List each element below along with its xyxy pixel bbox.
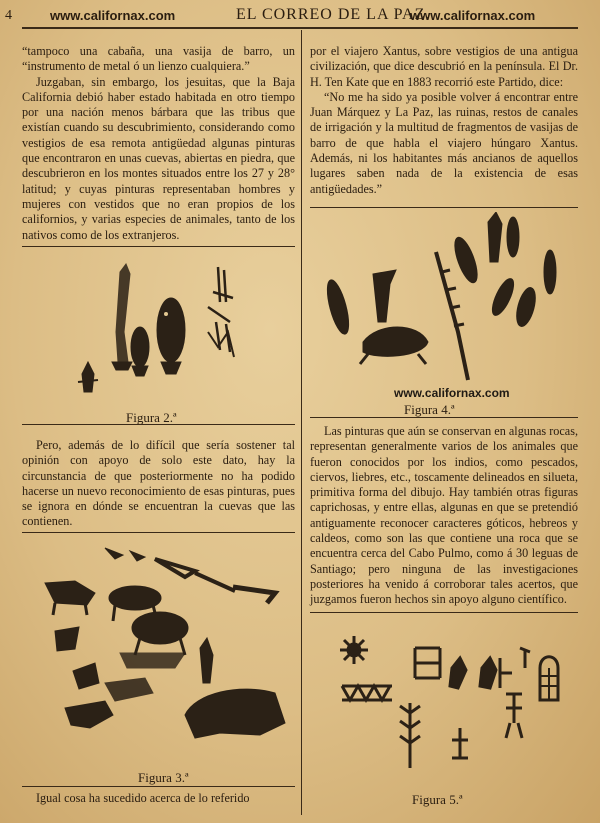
section-rule — [22, 786, 295, 787]
left-paragraph-1: “tampoco una cabaña, una vasija de barro, un “instrumento de metal ó un lienzo cualquiera.” — [22, 44, 295, 74]
right-paragraph-1: por el viajero Xantus, sobre vestigios de una antigua civilización, que dice descubrió en la península. El Dr. H. Ten Kate que en 1883 recorrió este Partido, dice: — [310, 44, 578, 89]
figure-4-watermark[interactable]: www.californax.com — [394, 386, 510, 400]
left-paragraph-2: Juzgaban, sin embargo, los jesuitas, que la Baja California debió haber estado habitada en otro tiempo por una nación menos bárbara que las tribus que existían cuando su descubrimiento, considerando como vestigios de esa remota antigüedad algunas pinturas que encontraron en unas cuevas, abiertas en piedra, que descubrieron en los montes situados entre los 27 y 28° latitud; y cuyas pinturas representaban hombres y mujeres con vestidos que no eran propios de los californios, y varias especies de animales, tanto de los nativos como de los extranjeros. — [22, 74, 295, 242]
page-number: 4 — [5, 8, 12, 23]
left-column-bottom-text — [22, 791, 295, 806]
figure-2-caption: Figura 2.ª — [126, 410, 177, 425]
figure-5-illustration — [330, 628, 570, 783]
section-rule — [22, 532, 295, 533]
section-rule — [22, 246, 295, 247]
left-paragraph-4: Igual cosa ha sucedido acerca de lo referido — [36, 791, 250, 805]
figure-4-caption: Figura 4.ª — [404, 402, 455, 417]
figure-4-illustration — [318, 212, 573, 382]
header-url-left[interactable]: www.californax.com — [50, 8, 176, 23]
page-header — [0, 4, 600, 28]
figure-2-illustration — [68, 262, 258, 400]
figure-5-caption: Figura 5.ª — [412, 792, 463, 807]
header-rule — [22, 27, 578, 29]
left-paragraph-3: Pero, además de lo difícil que sería sostener tal opinión con apoyo de solo este dato, hay la circunstancia de que posteriormente no ha podido hacerse un nuevo reconocimiento de esas pinturas, pues se ignora en dónde se encuentran la cuevas que las contienen. — [22, 438, 295, 529]
right-column-top-text — [310, 44, 578, 197]
figure-3-caption: Figura 3.ª — [138, 770, 189, 785]
column-divider — [301, 30, 302, 815]
section-rule — [310, 207, 578, 208]
left-column-middle-text — [22, 438, 295, 530]
right-paragraph-2: Las pinturas que aún se conservan en algunas rocas, representan generalmente varios de los animales que fueron conocidos por los indios, como pescados, ciervos, liebres, etc., toscamente delineados en silueta, primitiva forma del dibujo. Hay también otras figuras caprichosas, y entre ellas, algunas en que se pretendió antiguamente reconocer caracteres góticos, hebreos y caldeos, como son las que contiene una roca que se encuentra cerca del Cabo Pulmo, como á 30 leguas de Santiago; pero ninguna de las investigaciones posteriores ha venido á corroborar tales acertos, que juzgamos fueron hechos sin apoyo alguno científico. — [310, 424, 578, 607]
section-rule — [310, 417, 578, 418]
header-url-right[interactable]: www.californax.com — [410, 8, 536, 23]
left-column-top-text — [22, 44, 295, 243]
figure-3-illustration — [35, 543, 290, 763]
newspaper-title: EL CORREO DE LA PAZ. — [236, 6, 431, 23]
right-quote: “No me ha sido ya posible volver á encontrar entre Juan Márquez y La Paz, las ruinas, restos de canales de irrigación y la multitud de fragmentos de vasijas de barro de que habla el viajero húngaro Xantus. Además, ni los habitantes más ancianos de aquellos lugares saben nada de la existencia de esas antigüedades.” — [310, 89, 578, 196]
section-rule — [22, 424, 295, 425]
right-column-middle-text — [310, 424, 578, 608]
section-rule — [310, 612, 578, 613]
